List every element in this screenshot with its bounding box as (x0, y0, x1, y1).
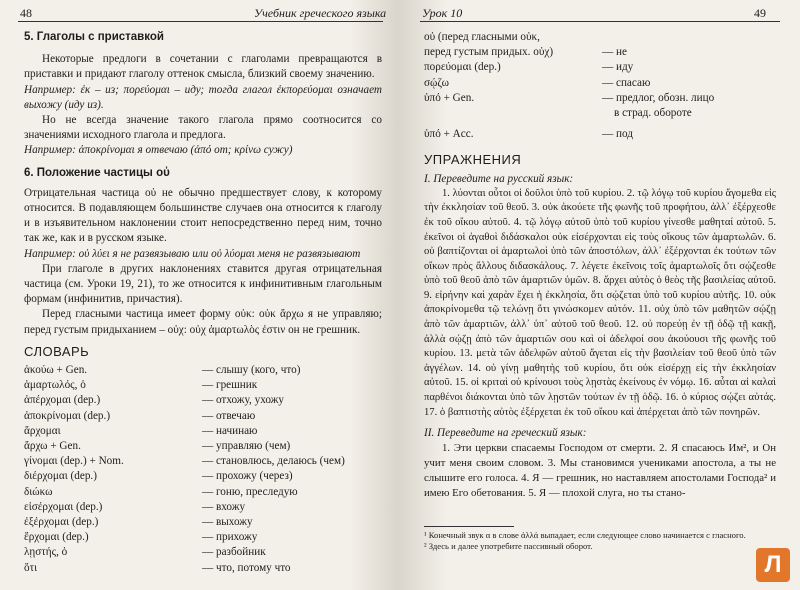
vocab-entry: ἀπέρχομαι (dep.) — отхожу, ухожу (24, 394, 284, 407)
footnote-rule (424, 526, 514, 527)
vocab-entry: λῃστής, ὁ — разбойник (24, 546, 266, 559)
footnote-1: ¹ Конечный звук α в слове ἀλλά выпадает, если следующее слово начинается с гласного. (424, 530, 746, 540)
left-body (24, 30, 382, 576)
section5-example-1: Например: ἐκ – из; πορεύομαι – иду; тогда глагол ἐκπορεύομαι означает выхожу (иду из). (24, 83, 382, 111)
left-page-number: 48 (20, 6, 32, 20)
vocab-entry: εἰσέρχομαι (dep.) — вхожу (24, 500, 246, 513)
vocab-entry: перед густым придых. οὐχ) — не (424, 46, 627, 59)
vocab-entry: ἀκούω + Gen. — слышу (кого, что) (24, 364, 301, 377)
section6-heading: 6. Положение частицы οὐ (24, 166, 170, 179)
left-running-title: Учебник греческого языка (254, 6, 387, 20)
section6-paragraph-2: При глаголе в других наклонениях ставится другая отрицательная частица (см. Уроки 19, 21), то же относится к инфинитивным глагольным формам (инфинитив, причастия). (24, 262, 382, 306)
exercise1-text: 1. λύονται οὗτοι οἱ δοῦλοι ὑπὸ τοῦ κυρίου. 2. τῷ λόγῳ τοῦ κυρίου ἄγομεθα εἰς τὴν ἐκκλησίαν τοῦ θεοῦ. 3. οὐκ ἀκούετε τῆς φωνῆς τοῦ προφήτου, ἀλλ᾽ ἐξέρχεσθε ἐκ τοῦ οἴκου αὐτοῦ. 4. τῷ λόγῳ αὐτοῦ ὑπὸ τοῦ κυρίου γίνεσθε μαθηταί αὐτοῦ. 5. ἐκεῖνοι οἱ ἀγαθοὶ διδάσκαλοι οὐκ εἰσέρχονται εἰς τοὺς οἴκους τῶν ἁμαρτωλῶν. 6. οὐ βαπτίζονται οἱ ἁμαρτωλοὶ ὑπὸ τῶν ἀποστόλων, ἀλλ᾽ ἐξέρχονται ἐκ τούτων τῶν οἴκων πρὸς ἄλλους διδασκάλους. 7. λέγετε ἐκεῖνοις τοῖς ἁμαρτωλοῖς ὅτι σῴζεσθε ὑπὸ τοῦ θεοῦ ἀπὸ τῶν ἁμαρτιῶν ὑμῶν. 8. ἄρχει αὐτὸς ὁ θεὸς τῆς βασιλείας αὐτοῦ. 9. εἰρήνην καὶ χαρὰν ἔχει ἡ ἐκκλησία, ὅτι σῴζεται ὑπὸ τοῦ κυρίου αὐτῆς. 10. οὐκ ἀποκρίνομεθα τῷ τελώνῃ ὅτι γινώσκομεν αὐτόν. 11. οὐχ ὑπὸ τῶν μαθητῶν σῴζῃ ἀπὸ τῶν ἁμαρτιῶν, ἀλλ᾽ ὑπ᾽ αὐτοῦ τοῦ θεοῦ. 12. οὐ πορεύῃ ἐν τῇ ὁδῷ τῇ κακῇ, ἀλλὰ σῴζῃ ἀπὸ τῶν ἁμαρτιῶν σου καὶ οἱ ἀδελφοί σου ἀκούουσι τῆς φωνῆς τοῦ κυρίου. 13. μετὰ τῶν ἀδελφῶν αὐτοῦ ἄγεται εἰς τὴν βασιλείαν τοῦ θεοῦ ὑπὸ τῶν ἀγγέλων. 14. οὐ γίνῃ μαθητὴς τοῦ κυρίου, ὅτι οὐκ εἰσέρχῃ εἰς τὴν ἐκκλησίαν αὐτοῦ. 15. οἱ κριταὶ οὐ κρίνουσι τοὺς λῃστὰς ἐκείνους ἐν νόμῳ. 16. αὗται αἱ καλαὶ παρθένοι διάκονται ὑπὸ τῶν λῃστῶν τούτων ἐν τῇ ὁδῷ. 16. ὁ κύριος σῴζει αὐτάς. 17. ὁ βαπτιστὴς αὐτὸς ἐξέρχεται ἐκ τοῦ οἴκου καὶ ἀπέρχεται ἀπὸ τῶν πονηρῶν. (424, 187, 776, 418)
vocab-entry: σῴζω — спасаю (424, 76, 651, 89)
left-page (0, 0, 398, 590)
section6-paragraph-3: Перед гласными частица имеет форму οὐκ: οὐκ ἄρχω я не управляю; перед густым придыханием – οὐχ: οὐχ ἁμαρτωλὸς ἐστιν он не грешник. (24, 308, 382, 336)
vocab-entry: γίνομαι (dep.) + Nom. — становлюсь, делаюсь (чем) (24, 455, 345, 468)
vocab-entry: διέρχομαι (dep.) — прохожу (через) (24, 470, 293, 483)
vocab-entry: ἄρχομαι — начинаю (24, 424, 258, 437)
section5-example-2: Например: ἀποκρίνομαι я отвечаю (ἀπό от; κρίνω сужу) (24, 144, 293, 157)
vocab-entry: ὅτι — что, потому что (24, 561, 291, 574)
vocab-heading: СЛОВАРЬ (24, 343, 90, 359)
section5-paragraph-2: Но не всегда значение такого глагола прямо соотносится со значениями исходного глагола и предлога. (24, 114, 382, 142)
publisher-logo-icon: Л (756, 548, 790, 582)
right-vocab-list (424, 30, 776, 142)
section5-paragraph-1: Некоторые предлоги в сочетании с глаголами превращаются в приставки и придают глаголу оттенок смысла, близкий своему значению. (24, 53, 382, 81)
vocab-entry: ὑπό + Gen. — предлог, обозн. лицо (424, 91, 715, 104)
vocab-entry: διώκω — гоню, преследую (24, 485, 298, 498)
exercise2-text: 1. Эти церкви спасаемы Господом от смерти. 2. Я спасаюсь Им², и Он учит меня своим словом. 3. Мы становимся учениками апостола, а ты не слышите его голоса. 4. Я — грешник, но наставляем апостолами Господа² и имею Его обетования. 5. Я — плохой слуга, но ты стано- (424, 442, 776, 499)
footnotes (424, 530, 774, 552)
vocab-entry: в страд. обороте (614, 106, 692, 119)
exercise2-title: II. Переведите на греческий язык: (424, 427, 587, 440)
vocab-entry: ὑπό + Acc. — под (424, 128, 633, 141)
vocab-entry: ἐξέρχομαι (dep.) — выхожу (24, 515, 253, 528)
left-vocab-list (24, 363, 382, 576)
exercises-heading: УПРАЖНЕНИЯ (424, 152, 522, 168)
section6-paragraph-1: Отрицательная частица οὐ не обычно предшествует слову, к которому относится. В подавляющем большинстве случаев она относится к глаголу и в изъявительном наклонении стоит непосредственно перед ним, точно так же, как и в русском языке. (24, 186, 382, 245)
section6-example: Например: οὐ λύει я не развязываю или οὐ λύομαι меня не развязывают (24, 247, 361, 260)
right-page (398, 0, 800, 590)
vocab-entry: ἔρχομαι (dep.) — прихожу (24, 531, 258, 544)
exercise1-title: I. Переведите на русский язык: (424, 172, 574, 185)
vocab-entry: ἀποκρίνομαι (dep.) — отвечаю (24, 409, 256, 422)
right-header-rule (420, 21, 780, 22)
vocab-entry: ἁμαρτωλός, ὁ — грешник (24, 379, 258, 392)
right-body (424, 30, 776, 501)
left-header-rule (18, 21, 383, 22)
vocab-entry: οὐ (перед гласными οὐκ, (424, 31, 540, 43)
footnote-2: ² Здесь и далее употребите пассивный оборот. (424, 541, 593, 551)
right-running-title: Урок 10 (422, 6, 463, 20)
vocab-entry: πορεύομαι (dep.) — иду (424, 61, 634, 74)
vocab-entry: ἄρχω + Gen. — управляю (чем) (24, 440, 291, 452)
right-page-number: 49 (754, 6, 766, 20)
section5-heading: 5. Глаголы с приставкой (24, 31, 164, 43)
